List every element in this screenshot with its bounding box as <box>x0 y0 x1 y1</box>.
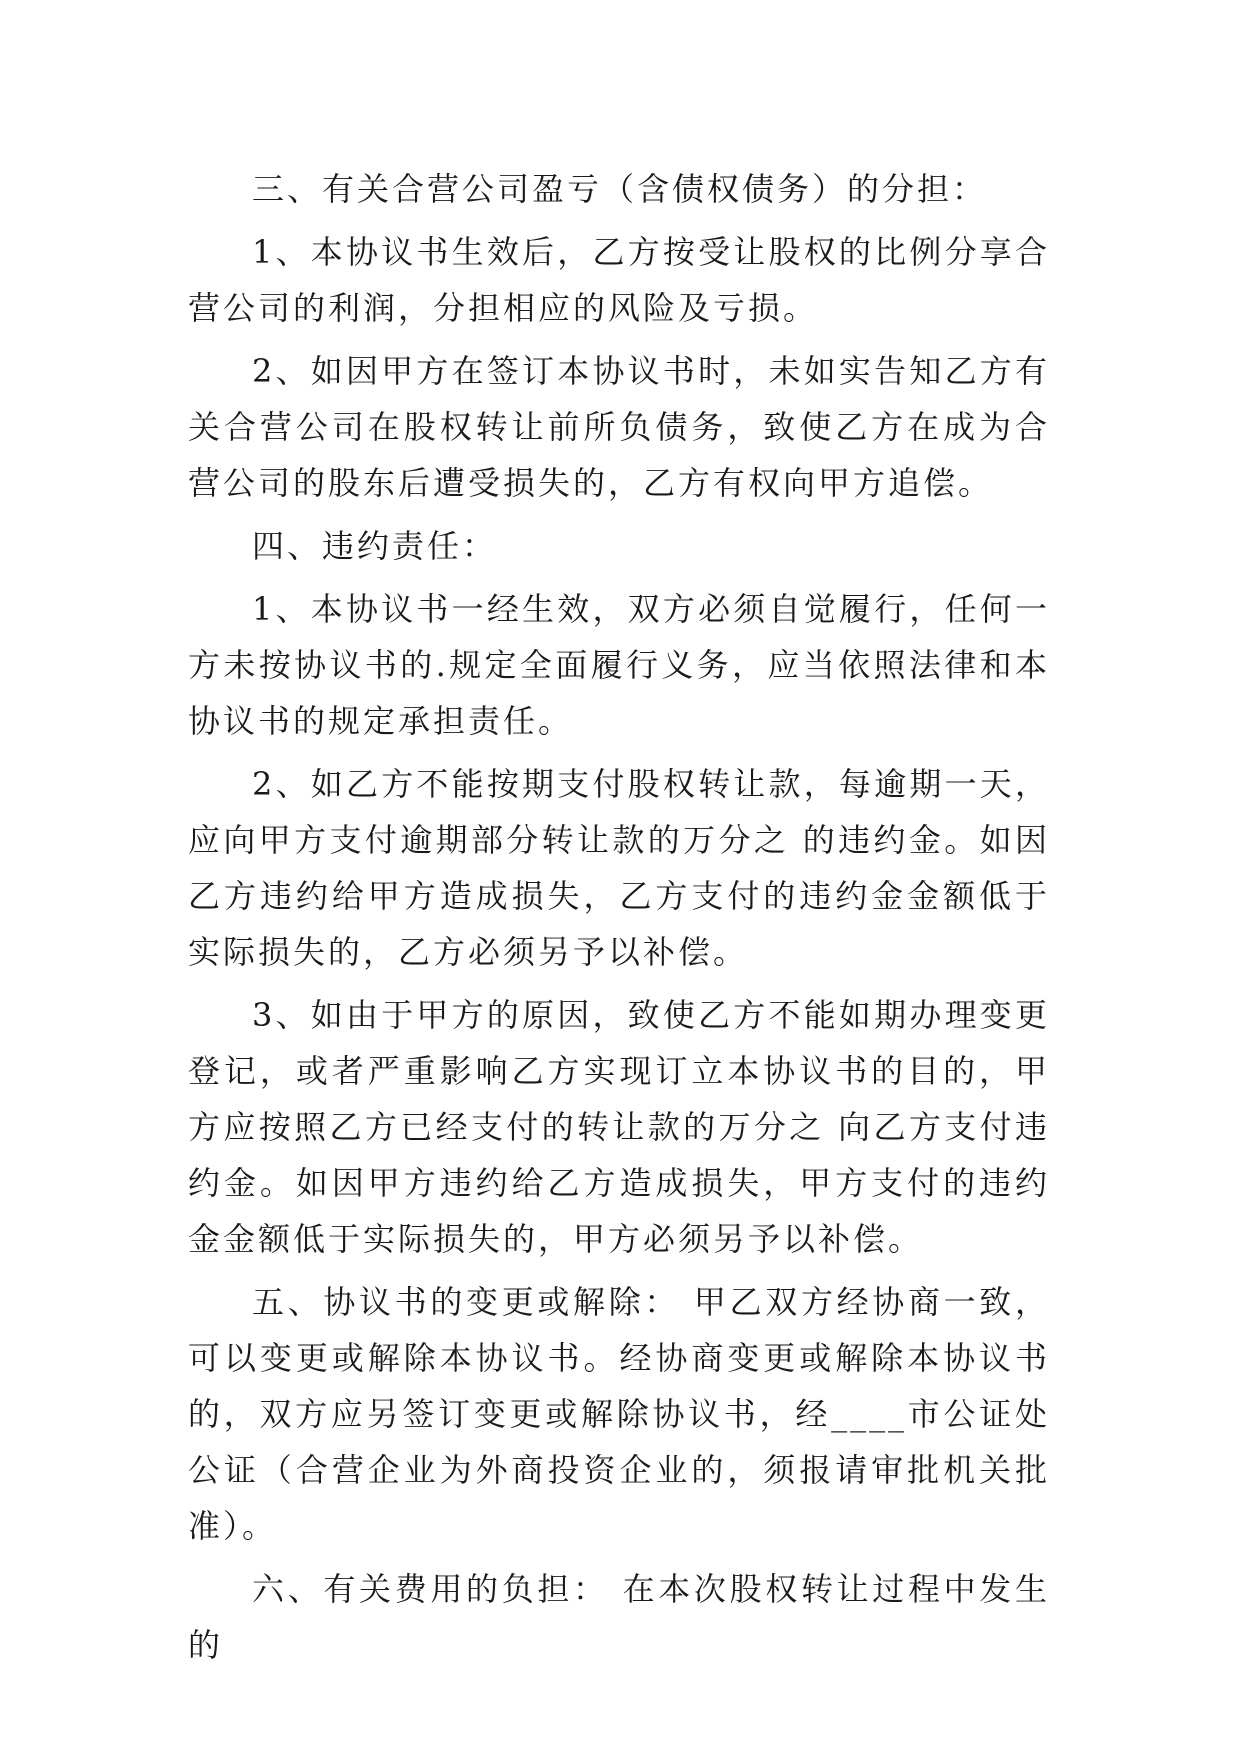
clause-profit-sharing: 1、本协议书生效后，乙方按受让股权的比例分享合营公司的利润，分担相应的风险及亏损。 <box>188 233 1050 327</box>
clause-late-payment: 2、如乙方不能按期支付股权转让款，每逾期一天，应向甲方支付逾期部分转让款的万分之 的违约金。如因乙方违约给甲方造成损失，乙方支付的违约金金额低于实际损失的，乙方必须另予以补偿。 <box>188 765 1050 971</box>
clause-undisclosed-debt: 2、如因甲方在签订本协议书时，未如实告知乙方有关合营公司在股权转让前所负债务，致使乙方在成为合营公司的股东后遭受损失的，乙方有权向甲方追偿。 <box>188 352 1050 502</box>
clause-performance: 1、本协议书一经生效，双方必须自觉履行，任何一方未按协议书的.规定全面履行义务，应当依照法律和本协议书的规定承担责任。 <box>188 590 1050 740</box>
section-heading-liability: 四、违约责任： <box>252 527 498 565</box>
section-heading-profit-loss: 三、有关合营公司盈亏（含债权债务）的分担： <box>252 170 988 208</box>
document-body <box>188 161 1050 1680</box>
section-amend-terminate: 五、协议书的变更或解除： 甲乙双方经协商一致，可以变更或解除本协议书。经协商变更或解除本协议书的，双方应另签订变更或解除协议书，经____市公证处公证（合营企业为外商投资企业的，须报请审批机关批准）。 <box>188 1283 1050 1545</box>
clause-registration-delay: 3、如由于甲方的原因，致使乙方不能如期办理变更登记，或者严重影响乙方实现订立本协议书的目的，甲方应按照乙方已经支付的转让款的万分之 向乙方支付违约金。如因甲方违约给乙方造成损失，甲方支付的违约金金额低于实际损失的，甲方必须另予以补偿。 <box>188 996 1050 1258</box>
section-expenses: 六、有关费用的负担： 在本次股权转让过程中发生的 <box>188 1570 1050 1664</box>
